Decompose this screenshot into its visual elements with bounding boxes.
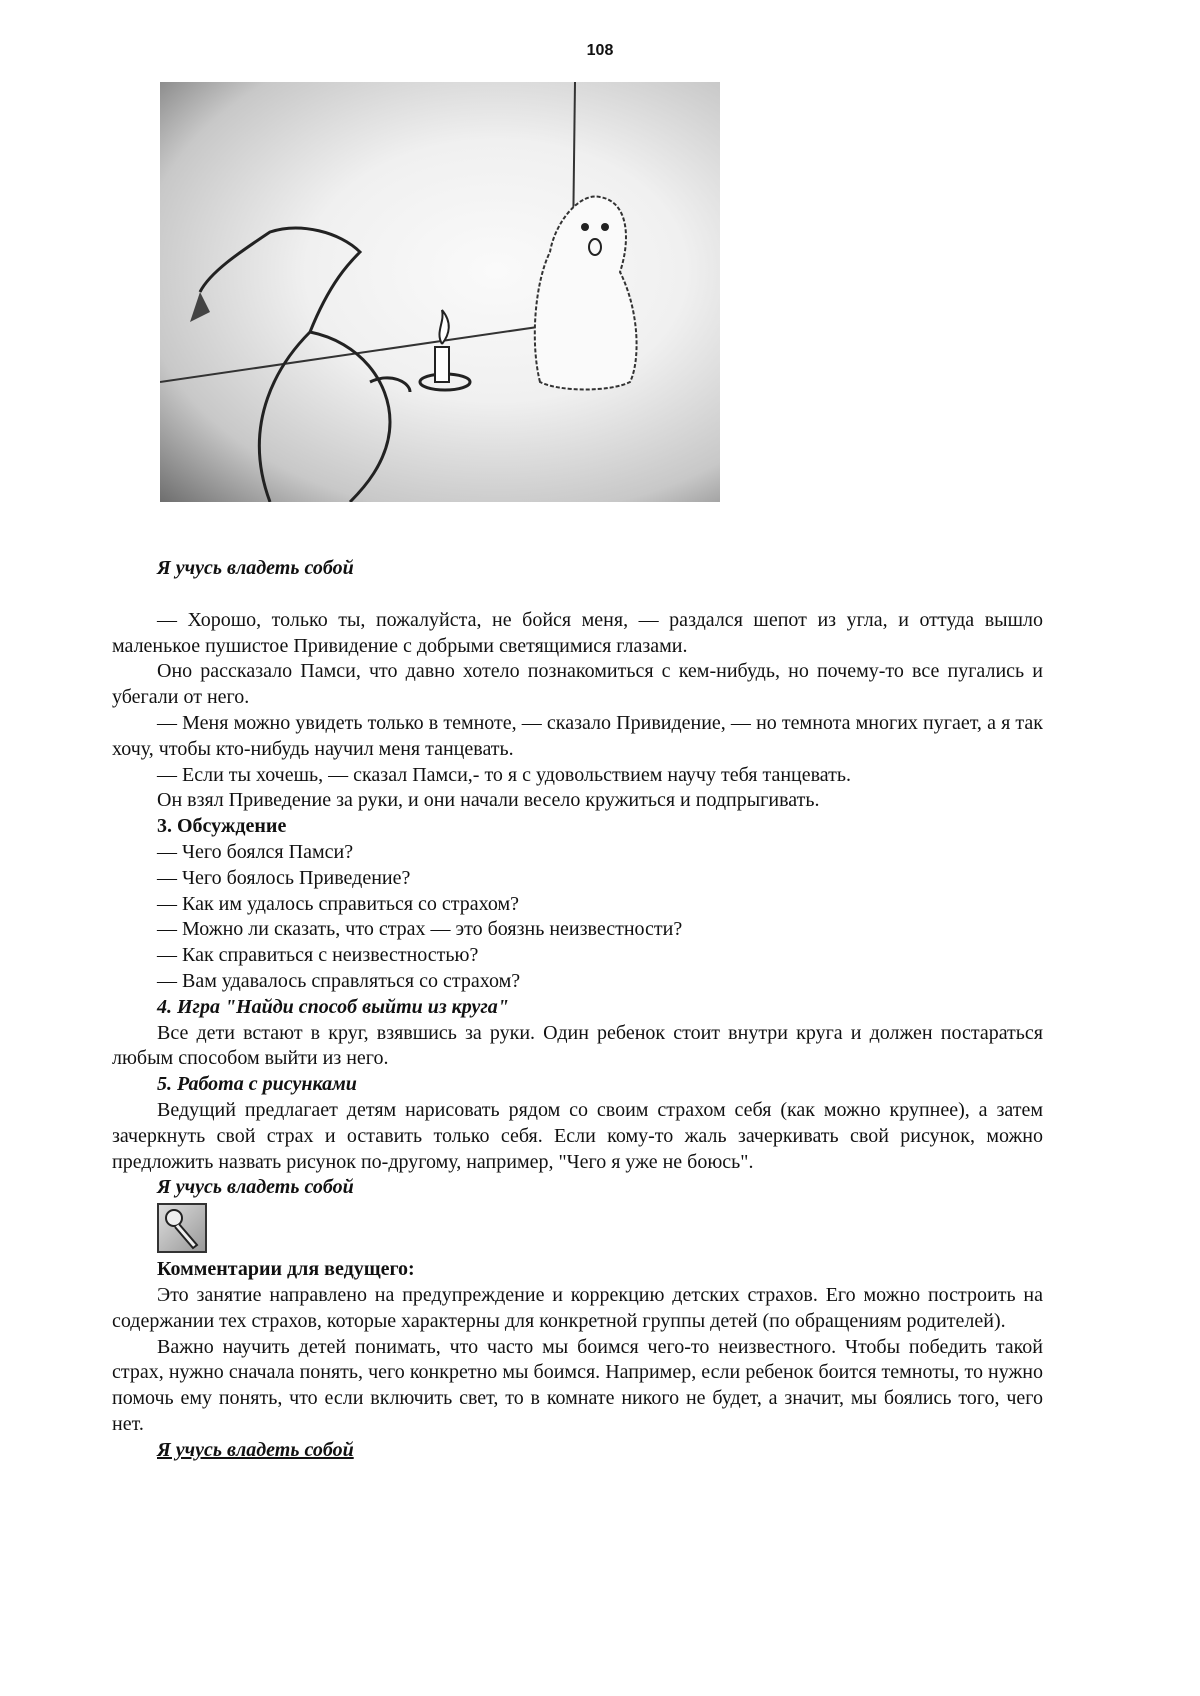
illustration-pamsi-and-ghost bbox=[160, 82, 720, 502]
drawing-text: Ведущий предлагает детям нарисовать рядом со своим страхом себя (как можно крупнее), а затем зачеркнуть свой страх и оставить только себя. Если кому-то жаль зачеркивать свой рисунок, можно предложить назвать рисунок по-другому, например, "Чего я уже не боюсь". bbox=[112, 1098, 1043, 1175]
comments-paragraph: Важно научить детей понимать, что часто мы боимся чего-то неизвестного. Чтобы победить такой страх, нужно сначала понять, чего конкретно мы боимся. Например, если ребенок боится темноты, то нужно помочь ему понять, что если включить свет, то в комнате никого не будет, а значит, мы боялись того, чего нет. bbox=[112, 1335, 1043, 1438]
comments-paragraph: Это занятие направлено на предупреждение и коррекцию детских страхов. Его можно построить на содержании тех страхов, которые характерны для конкретной группы детей (по обращениям родителей). bbox=[112, 1283, 1043, 1335]
discussion-question: — Чего боялся Памси? bbox=[112, 840, 1043, 866]
section-caption-underlined: Я учусь владеть собой bbox=[112, 1438, 1043, 1464]
discussion-question: — Как справиться с неизвестностью? bbox=[112, 943, 1043, 969]
discussion-heading: 3. Обсуждение bbox=[112, 814, 1043, 840]
discussion-question: — Можно ли сказать, что страх — это боязнь неизвестности? bbox=[112, 917, 1043, 943]
game-text: Все дети встают в круг, взявшись за руки. Один ребенок стоит внутри круга и должен постараться любым способом выйти из него. bbox=[112, 1021, 1043, 1073]
comments-heading: Комментарии для ведущего: bbox=[112, 1257, 1043, 1283]
story-paragraph: — Меня можно увидеть только в темноте, — сказало Привидение, — но темнота многих пугает, а я так хочу, чтобы кто-нибудь научил меня танцевать. bbox=[112, 711, 1043, 763]
section-caption: Я учусь владеть собой bbox=[112, 1175, 1043, 1201]
discussion-question: — Чего боялось Приведение? bbox=[112, 866, 1043, 892]
story-paragraph: Он взял Приведение за руки, и они начали весело кружиться и подпрыгивать. bbox=[112, 788, 1043, 814]
figure-caption: Я учусь владеть собой bbox=[112, 556, 1043, 582]
story-paragraph: Оно рассказало Памси, что давно хотело познакомиться с кем-нибудь, но почему-то все пугались и убегали от него. bbox=[112, 659, 1043, 711]
story-paragraph: — Хорошо, только ты, пожалуйста, не бойся меня, — раздался шепот из угла, и оттуда вышло маленькое пушистое Привидение с добрыми светящимися глазами. bbox=[112, 608, 1043, 660]
discussion-question: — Как им удалось справиться со страхом? bbox=[112, 892, 1043, 918]
story-paragraph: — Если ты хочешь, — сказал Памси,- то я с удовольствием научу тебя танцевать. bbox=[112, 763, 1043, 789]
drawing-heading: 5. Работа с рисунками bbox=[112, 1072, 1043, 1098]
document-body bbox=[112, 556, 1043, 1464]
game-heading: 4. Игра "Найди способ выйти из круга" bbox=[112, 995, 1043, 1021]
illustration-drawing bbox=[160, 82, 720, 502]
key-icon bbox=[157, 1203, 207, 1253]
key-icon-glyph bbox=[159, 1205, 205, 1251]
discussion-question: — Вам удавалось справляться со страхом? bbox=[112, 969, 1043, 995]
page-number: 108 bbox=[0, 42, 1200, 60]
